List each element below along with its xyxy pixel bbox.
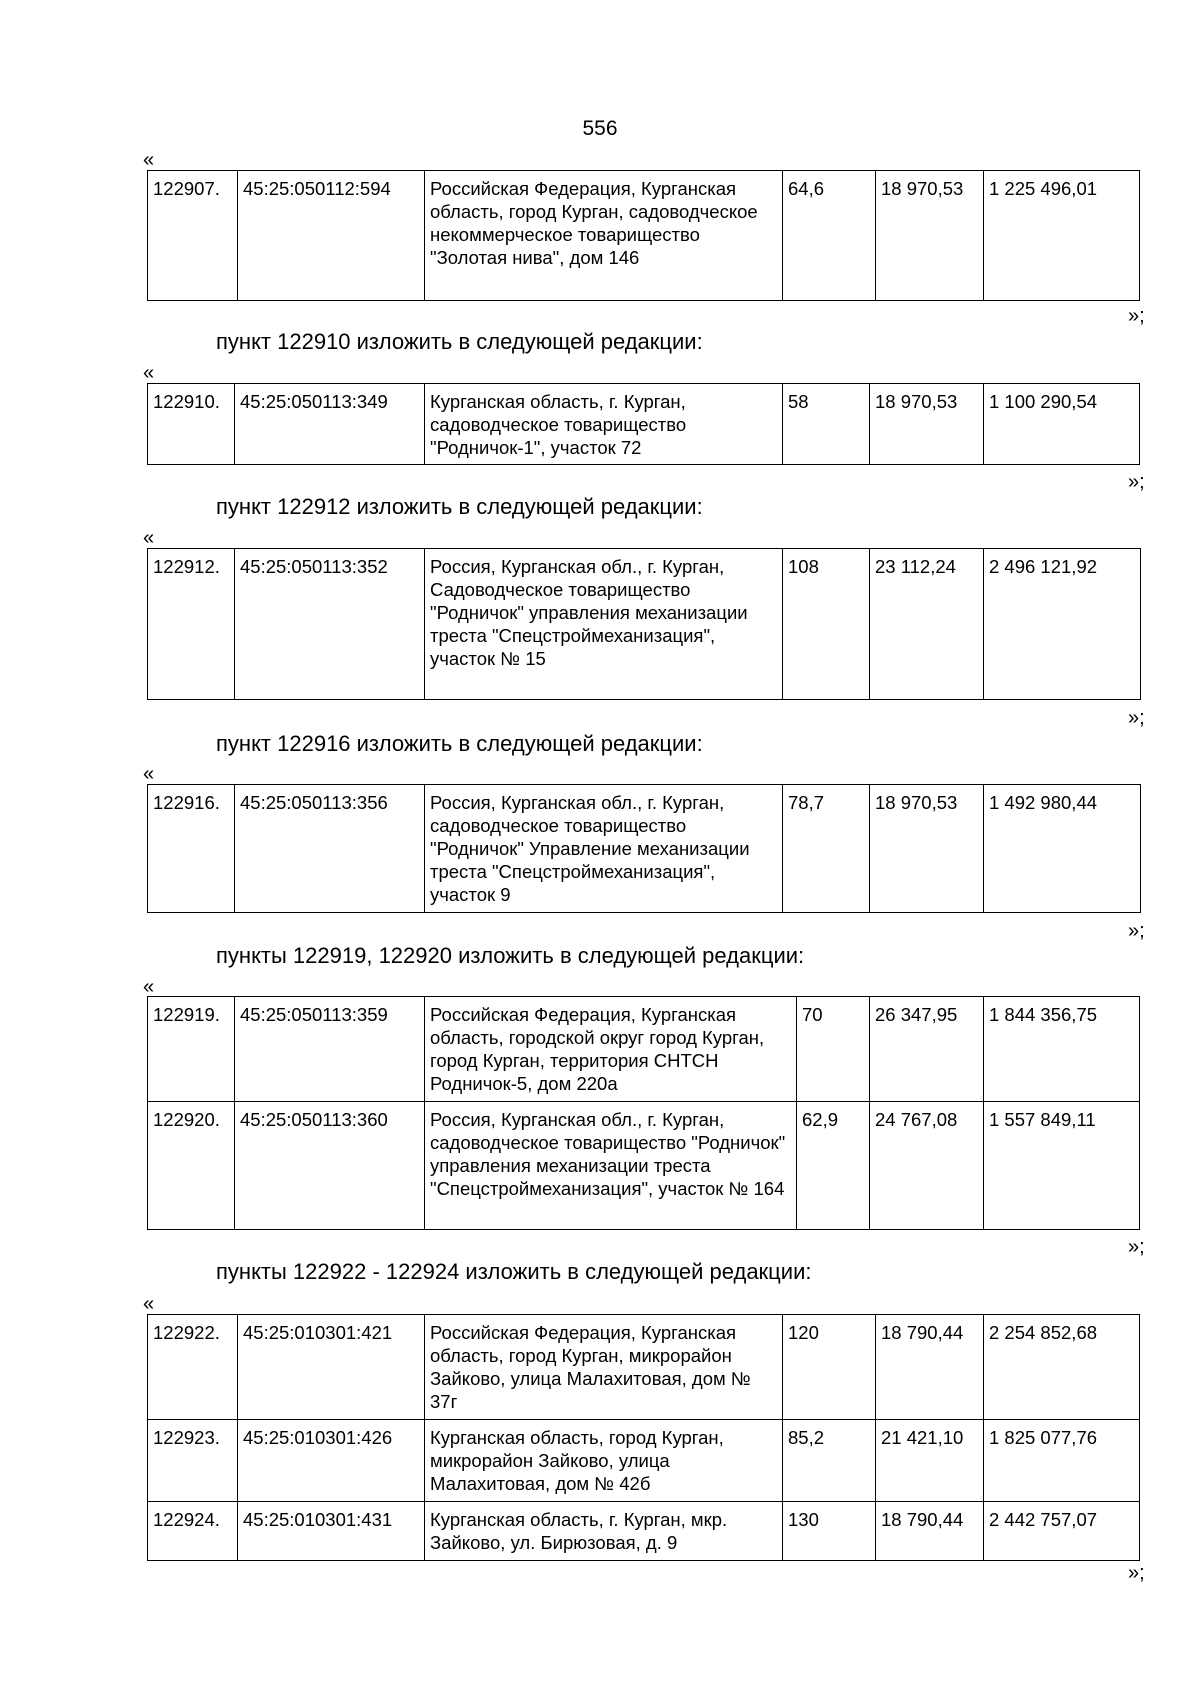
open-quote: « [143,149,155,171]
cadastral-number: 45:25:050113:352 [235,549,425,700]
close-quote: »; [1128,1562,1145,1584]
unit-price: 18 790,44 [876,1315,984,1420]
unit-price: 24 767,08 [870,1102,984,1230]
section-heading: пункт 122910 изложить в следующей редакции: [216,329,703,354]
cadastral-number: 45:25:050113:359 [235,997,425,1102]
property-table [147,1314,1140,1561]
area: 58 [783,384,870,465]
row-number: 122910. [148,384,235,465]
address: Россия, Курганская обл., г. Курган, садоводческое товарищество "Родничок" Управление механизации треста "Спецстроймеханизация", участок 9 [425,785,783,913]
area: 62,9 [797,1102,870,1230]
area: 85,2 [783,1420,876,1502]
cadastral-value: 2 496 121,92 [984,549,1141,700]
cadastral-value: 1 492 980,44 [984,785,1141,913]
row-number: 122916. [148,785,235,913]
address: Россия, Курганская обл., г. Курган, Садоводческое товарищество "Родничок" управления механизации треста "Спецстроймеханизация", участок № 15 [425,549,783,700]
cadastral-value: 1 100 290,54 [984,384,1140,465]
row-number: 122920. [148,1102,235,1230]
area: 70 [797,997,870,1102]
area: 78,7 [783,785,870,913]
table-row [148,384,1140,465]
address: Курганская область, г. Курган, мкр. Зайково, ул. Бирюзовая, д. 9 [425,1502,783,1561]
row-number: 122923. [148,1420,238,1502]
address: Курганская область, г. Курган, садоводческое товарищество "Родничок-1", участок 72 [425,384,783,465]
area: 64,6 [783,171,876,301]
cadastral-number: 45:25:010301:426 [238,1420,425,1502]
section-heading: пункт 122912 изложить в следующей редакции: [216,494,703,519]
row-number: 122907. [148,171,238,301]
property-table [147,996,1140,1230]
table-row [148,785,1141,913]
open-quote: « [143,763,155,785]
unit-price: 18 970,53 [876,171,984,301]
row-number: 122922. [148,1315,238,1420]
open-quote: « [143,1293,155,1315]
cadastral-number: 45:25:050112:594 [238,171,425,301]
row-number: 122919. [148,997,235,1102]
close-quote: »; [1128,707,1145,729]
cadastral-number: 45:25:050113:356 [235,785,425,913]
close-quote: »; [1128,920,1145,942]
unit-price: 18 970,53 [870,384,984,465]
cadastral-value: 2 442 757,07 [984,1502,1140,1561]
cadastral-value: 1 825 077,76 [984,1420,1140,1502]
close-quote: »; [1128,471,1145,493]
unit-price: 18 790,44 [876,1502,984,1561]
close-quote: »; [1128,1236,1145,1258]
table-row [148,1502,1140,1561]
table-row [148,1102,1140,1230]
table-row [148,171,1140,301]
cadastral-value: 2 254 852,68 [984,1315,1140,1420]
table-row [148,549,1141,700]
table-row [148,1420,1140,1502]
open-quote: « [143,976,155,998]
cadastral-number: 45:25:050113:360 [235,1102,425,1230]
row-number: 122924. [148,1502,238,1561]
address: Курганская область, город Курган, микрорайон Зайково, улица Малахитовая, дом № 42б [425,1420,783,1502]
open-quote: « [143,362,155,384]
table-row [148,1315,1140,1420]
open-quote: « [143,527,155,549]
section-heading: пункты 122919, 122920 изложить в следующей редакции: [216,943,805,968]
area: 120 [783,1315,876,1420]
address: Россия, Курганская обл., г. Курган, садоводческое товарищество "Родничок" управления механизации треста "Спецстроймеханизация", участок № 164 [425,1102,797,1230]
cadastral-number: 45:25:010301:431 [238,1502,425,1561]
area: 130 [783,1502,876,1561]
area: 108 [783,549,870,700]
property-table [147,383,1140,465]
section-heading: пункты 122922 - 122924 изложить в следующей редакции: [216,1259,812,1284]
close-quote: »; [1128,305,1145,327]
unit-price: 21 421,10 [876,1420,984,1502]
property-table [147,548,1141,700]
page-number: 556 [582,117,618,140]
address: Российская Федерация, Курганская область, город Курган, микрорайон Зайково, улица Малахитовая, дом № 37г [425,1315,783,1420]
row-number: 122912. [148,549,235,700]
table-row [148,997,1140,1102]
unit-price: 23 112,24 [870,549,984,700]
cadastral-value: 1 844 356,75 [984,997,1140,1102]
address: Российская Федерация, Курганская область, городской округ город Курган, город Курган, территория СНТСН Родничок-5, дом 220а [425,997,797,1102]
cadastral-number: 45:25:050113:349 [235,384,425,465]
property-table [147,784,1141,913]
cadastral-number: 45:25:010301:421 [238,1315,425,1420]
property-table [147,170,1140,301]
unit-price: 18 970,53 [870,785,984,913]
address: Российская Федерация, Курганская область, город Курган, садоводческое некоммерческое товарищество "Золотая нива", дом 146 [425,171,783,301]
section-heading: пункт 122916 изложить в следующей редакции: [216,731,703,756]
unit-price: 26 347,95 [870,997,984,1102]
cadastral-value: 1 557 849,11 [984,1102,1140,1230]
cadastral-value: 1 225 496,01 [984,171,1140,301]
